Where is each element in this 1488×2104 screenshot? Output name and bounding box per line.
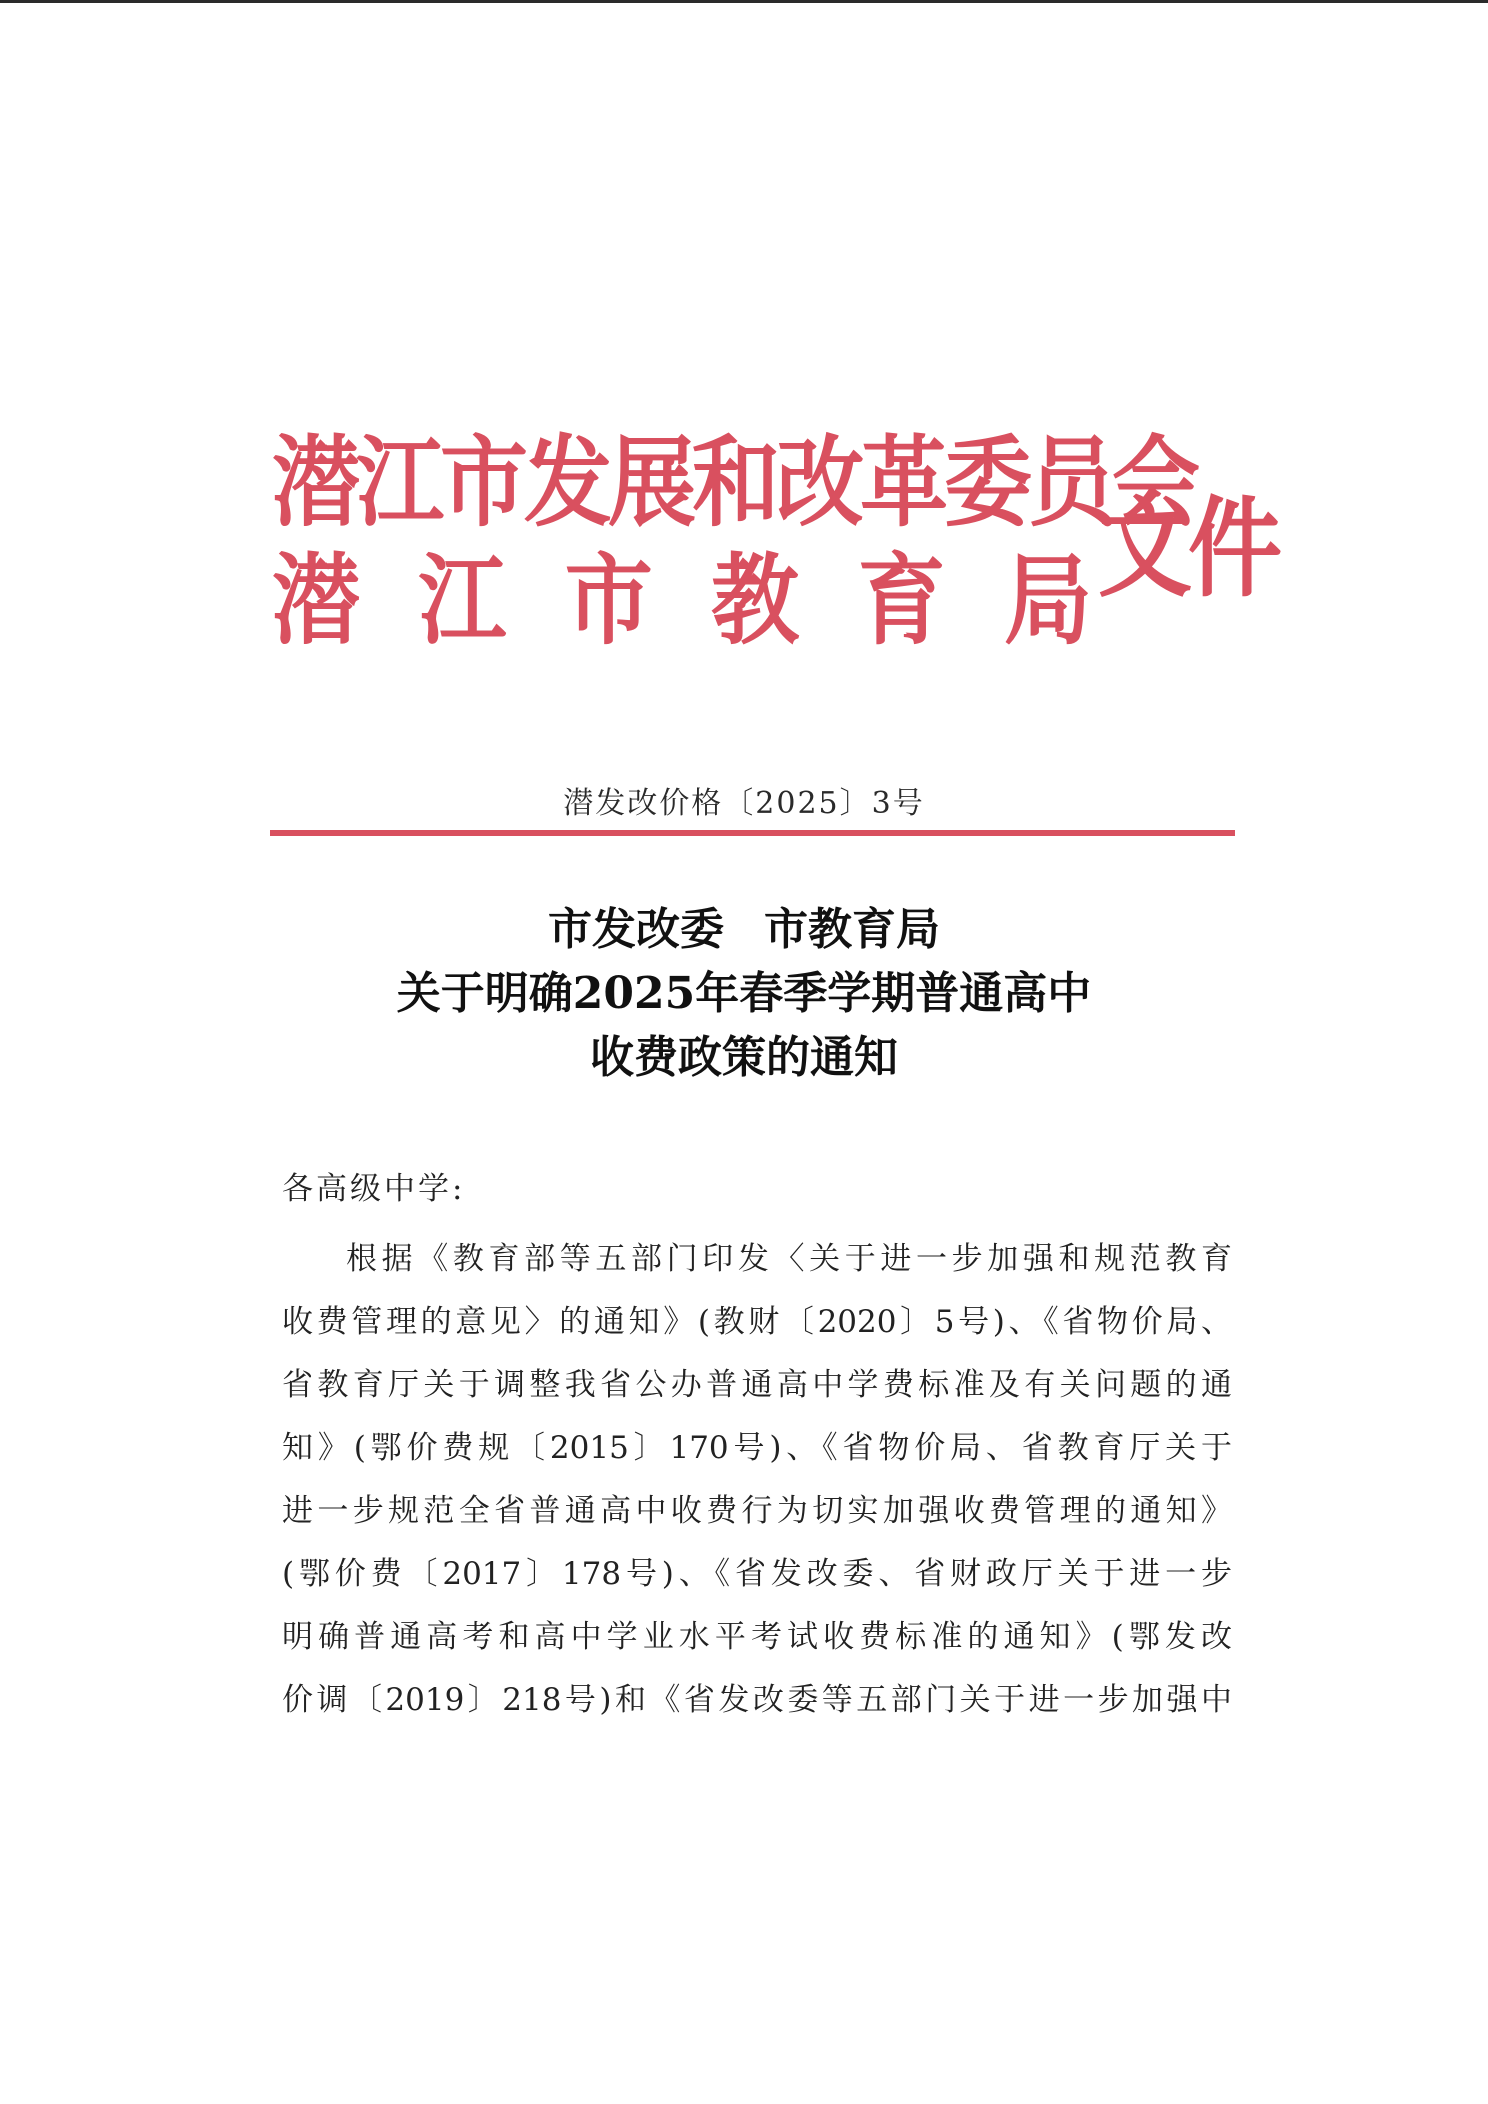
header-issuer-2 — [272, 538, 1092, 663]
header-suffix: 文件 — [1098, 487, 1279, 613]
body-line: 明确普通高考和高中学业水平考试收费标准的通知》(鄂发改 — [282, 1619, 1232, 1655]
title-issuer-1: 市发改委 — [548, 904, 724, 955]
document-title — [0, 898, 1488, 1090]
body-line: 省教育厅关于调整我省公办普通高中学费标准及有关问题的通 — [282, 1367, 1232, 1403]
title-line-2: 关于明确2025年春季学期普通高中 — [396, 968, 1092, 1019]
header-issuer-2-char: 市 — [564, 542, 653, 658]
body-line: 根据《教育部等五部门印发〈关于进一步加强和规范教育 — [346, 1241, 1232, 1277]
document-header — [272, 420, 1279, 658]
header-issuer-2-char: 育 — [857, 542, 946, 658]
header-issuer-2-char: 局 — [1003, 542, 1092, 658]
document-number: 潜发改价格〔2025〕3号 — [563, 786, 925, 821]
body-line: 进一步规范全省普通高中收费行为切实加强收费管理的通知》 — [282, 1493, 1232, 1529]
header-issuer-2-char: 潜 — [272, 542, 361, 658]
title-line-3: 收费政策的通知 — [590, 1032, 898, 1083]
body-line: 收费管理的意见〉的通知》(教财〔2020〕5号)、《省物价局、 — [282, 1304, 1232, 1340]
title-issuer-2: 市教育局 — [764, 904, 940, 955]
salutation: 各高级中学: — [282, 1171, 466, 1207]
red-divider-rule — [270, 830, 1235, 836]
header-issuer-1: 潜江市发展和改革委员会 — [272, 424, 1197, 540]
scan-edge — [0, 0, 1488, 3]
body-paragraph — [282, 1228, 1232, 1732]
title-issuers — [0, 898, 1488, 962]
body-line: 价调〔2019〕218号)和《省发改委等五部门关于进一步加强中 — [282, 1682, 1232, 1718]
header-issuer-2-char: 教 — [711, 542, 800, 658]
body-line: 知》(鄂价费规〔2015〕170号)、《省物价局、省教育厅关于 — [282, 1430, 1232, 1466]
body-line: (鄂价费〔2017〕178号)、《省发改委、省财政厅关于进一步 — [282, 1556, 1232, 1592]
header-issuer-2-char: 江 — [418, 542, 507, 658]
